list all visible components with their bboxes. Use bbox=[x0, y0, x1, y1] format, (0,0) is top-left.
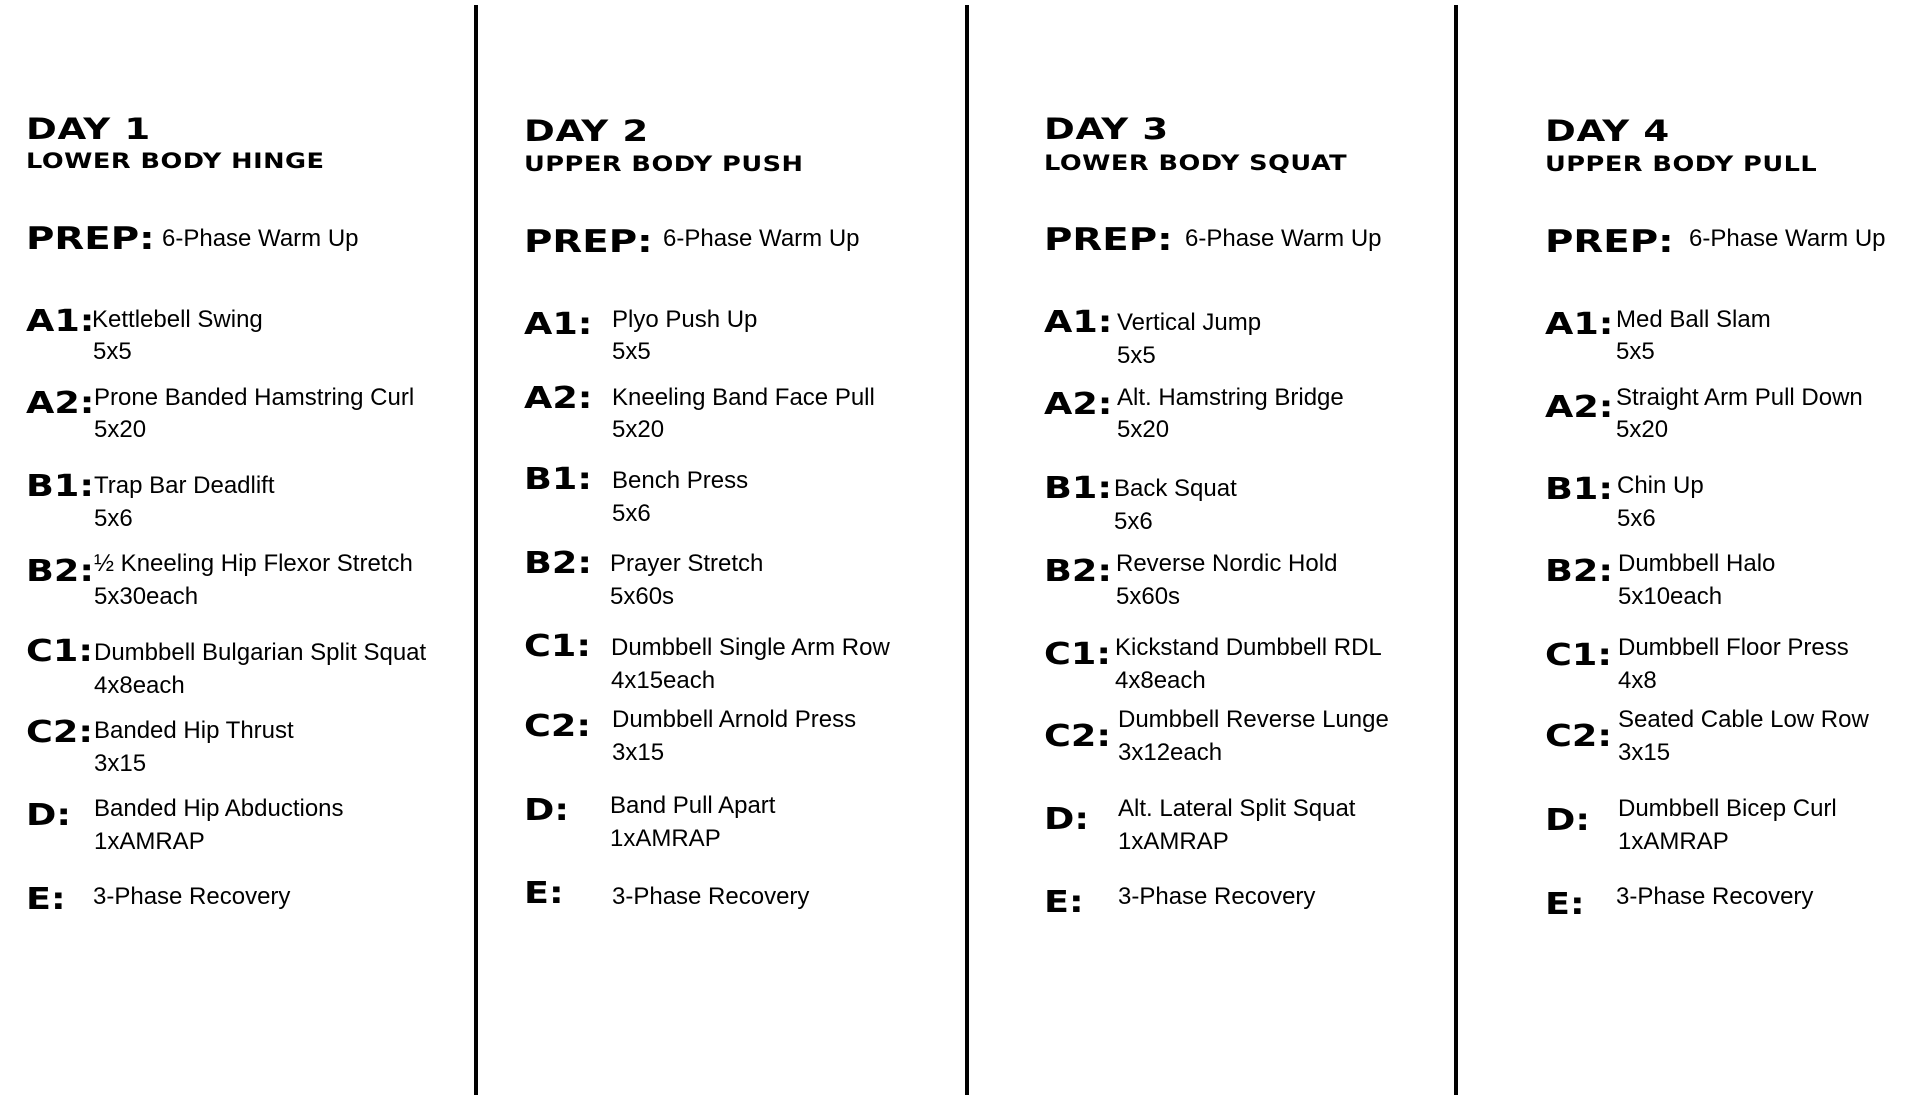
exercise-scheme: 5x30each bbox=[94, 583, 199, 610]
exercise-scheme: 3x12each bbox=[1118, 739, 1223, 766]
day-3-column bbox=[1044, 0, 1444, 1080]
exercise-scheme: 4x15each bbox=[611, 667, 716, 694]
exercise-scheme: 5x5 bbox=[1117, 342, 1156, 369]
prep-label: PREP: bbox=[26, 221, 155, 257]
exercise-name: Reverse Nordic Hold bbox=[1116, 550, 1338, 577]
exercise-scheme: 5x60s bbox=[610, 583, 675, 610]
exercise-scheme: 3x15 bbox=[612, 739, 665, 766]
column-divider-1 bbox=[474, 5, 478, 1095]
exercise-scheme: 5x5 bbox=[612, 338, 651, 365]
exercise-name: Med Ball Slam bbox=[1616, 306, 1771, 333]
prep-text: 6-Phase Warm Up bbox=[1185, 225, 1382, 252]
exercise-scheme: 5x60s bbox=[1116, 583, 1181, 610]
exercise-name: 3-Phase Recovery bbox=[1616, 883, 1814, 910]
exercise-name: Vertical Jump bbox=[1117, 309, 1262, 336]
day-1-column bbox=[26, 0, 466, 1080]
exercise-name: Dumbbell Halo bbox=[1618, 550, 1776, 577]
block-code: B2: bbox=[1044, 554, 1113, 589]
exercise-scheme: 5x6 bbox=[612, 500, 651, 527]
block-code: C2: bbox=[524, 709, 591, 744]
block-code: A1: bbox=[26, 304, 95, 339]
exercise-scheme: 5x6 bbox=[1114, 508, 1153, 535]
block-code: E: bbox=[1044, 885, 1084, 920]
day-title: DAY 2 bbox=[524, 114, 649, 148]
exercise-name: ½ Kneeling Hip Flexor Stretch bbox=[94, 550, 413, 577]
exercise-scheme: 5x10each bbox=[1618, 583, 1723, 610]
exercise-name: Alt. Hamstring Bridge bbox=[1117, 384, 1344, 411]
block-code: C2: bbox=[1044, 719, 1111, 754]
exercise-name: 3-Phase Recovery bbox=[1118, 883, 1316, 910]
exercise-scheme: 1xAMRAP bbox=[610, 825, 721, 852]
day-subtitle: UPPER BODY PULL bbox=[1545, 152, 1818, 176]
exercise-name: Plyo Push Up bbox=[612, 306, 758, 333]
exercise-name: 3-Phase Recovery bbox=[93, 883, 291, 910]
exercise-name: Chin Up bbox=[1617, 472, 1704, 499]
exercise-scheme: 5x6 bbox=[94, 505, 133, 532]
block-code: A2: bbox=[26, 386, 95, 421]
exercise-name: Banded Hip Abductions bbox=[94, 795, 344, 822]
block-code: D: bbox=[524, 793, 570, 828]
exercise-name: Band Pull Apart bbox=[610, 792, 776, 819]
exercise-name: Dumbbell Floor Press bbox=[1618, 634, 1849, 661]
block-code: B1: bbox=[1044, 471, 1113, 506]
block-code: C1: bbox=[1044, 637, 1111, 672]
prep-label: PREP: bbox=[524, 224, 653, 260]
block-code: B2: bbox=[1545, 554, 1614, 589]
exercise-name: 3-Phase Recovery bbox=[612, 883, 810, 910]
exercise-scheme: 1xAMRAP bbox=[1118, 828, 1229, 855]
prep-label: PREP: bbox=[1044, 222, 1173, 258]
exercise-scheme: 5x20 bbox=[1117, 416, 1170, 443]
block-code: B2: bbox=[524, 546, 593, 581]
exercise-scheme: 4x8 bbox=[1618, 667, 1657, 694]
exercise-scheme: 5x20 bbox=[94, 416, 147, 443]
exercise-name: Banded Hip Thrust bbox=[94, 717, 294, 744]
exercise-name: Dumbbell Single Arm Row bbox=[611, 634, 890, 661]
block-code: C2: bbox=[1545, 719, 1612, 754]
block-code: C1: bbox=[26, 634, 93, 669]
exercise-scheme: 5x20 bbox=[1616, 416, 1669, 443]
exercise-name: Kettlebell Swing bbox=[92, 306, 263, 333]
day-subtitle: UPPER BODY PUSH bbox=[524, 152, 804, 176]
block-code: B1: bbox=[1545, 472, 1614, 507]
exercise-scheme: 5x5 bbox=[1616, 338, 1655, 365]
block-code: A2: bbox=[524, 381, 593, 416]
exercise-name: Dumbbell Reverse Lunge bbox=[1118, 706, 1389, 733]
prep-text: 6-Phase Warm Up bbox=[162, 225, 359, 252]
block-code: E: bbox=[524, 876, 564, 911]
exercise-name: Dumbbell Arnold Press bbox=[612, 706, 857, 733]
column-divider-2 bbox=[965, 5, 969, 1095]
prep-text: 6-Phase Warm Up bbox=[1689, 225, 1886, 252]
exercise-name: Trap Bar Deadlift bbox=[94, 472, 275, 499]
block-code: C2: bbox=[26, 715, 93, 750]
exercise-scheme: 5x20 bbox=[612, 416, 665, 443]
exercise-name: Kickstand Dumbbell RDL bbox=[1115, 634, 1382, 661]
exercise-name: Kneeling Band Face Pull bbox=[612, 384, 875, 411]
block-code: C1: bbox=[1545, 638, 1612, 673]
day-title: DAY 1 bbox=[26, 112, 151, 146]
block-code: A1: bbox=[1545, 307, 1614, 342]
prep-text: 6-Phase Warm Up bbox=[663, 225, 860, 252]
day-title: DAY 4 bbox=[1545, 114, 1670, 148]
exercise-name: Prayer Stretch bbox=[610, 550, 764, 577]
exercise-name: Prone Banded Hamstring Curl bbox=[94, 384, 415, 411]
column-divider-3 bbox=[1454, 5, 1458, 1095]
exercise-scheme: 4x8each bbox=[1115, 667, 1206, 694]
block-code: C1: bbox=[524, 629, 591, 664]
exercise-scheme: 1xAMRAP bbox=[94, 828, 205, 855]
exercise-scheme: 3x15 bbox=[94, 750, 147, 777]
day-subtitle: LOWER BODY SQUAT bbox=[1044, 151, 1348, 175]
exercise-name: Dumbbell Bulgarian Split Squat bbox=[94, 639, 427, 666]
exercise-scheme: 3x15 bbox=[1618, 739, 1671, 766]
day-4-column bbox=[1545, 0, 1920, 1080]
block-code: A2: bbox=[1545, 390, 1614, 425]
block-code: E: bbox=[26, 882, 66, 917]
block-code: B1: bbox=[524, 462, 593, 497]
block-code: A2: bbox=[1044, 387, 1113, 422]
prep-label: PREP: bbox=[1545, 224, 1674, 260]
exercise-name: Back Squat bbox=[1114, 475, 1237, 502]
block-code: D: bbox=[1545, 803, 1591, 838]
block-code: A1: bbox=[1044, 305, 1113, 340]
exercise-name: Bench Press bbox=[612, 467, 749, 494]
exercise-name: Seated Cable Low Row bbox=[1618, 706, 1869, 733]
block-code: E: bbox=[1545, 887, 1585, 922]
exercise-scheme: 5x6 bbox=[1617, 505, 1656, 532]
day-2-column bbox=[524, 0, 954, 1080]
exercise-name: Alt. Lateral Split Squat bbox=[1118, 795, 1356, 822]
block-code: A1: bbox=[524, 307, 593, 342]
exercise-scheme: 1xAMRAP bbox=[1618, 828, 1729, 855]
block-code: D: bbox=[26, 798, 72, 833]
block-code: D: bbox=[1044, 802, 1090, 837]
exercise-name: Dumbbell Bicep Curl bbox=[1618, 795, 1837, 822]
block-code: B2: bbox=[26, 554, 95, 589]
day-subtitle: LOWER BODY HINGE bbox=[26, 149, 325, 173]
exercise-scheme: 4x8each bbox=[94, 672, 185, 699]
exercise-name: Straight Arm Pull Down bbox=[1616, 384, 1863, 411]
day-title: DAY 3 bbox=[1044, 112, 1169, 146]
exercise-scheme: 5x5 bbox=[93, 338, 132, 365]
block-code: B1: bbox=[26, 469, 95, 504]
